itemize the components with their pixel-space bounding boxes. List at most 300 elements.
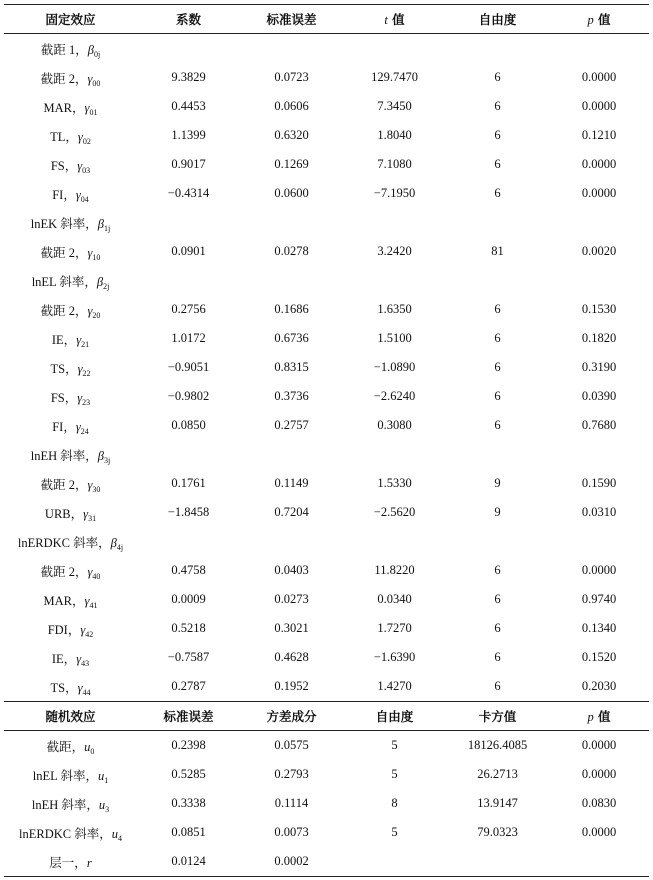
cell-value: 0.0851 bbox=[171, 825, 206, 839]
row-label-text: TL， bbox=[50, 129, 78, 144]
cell-value bbox=[343, 847, 446, 877]
cell-value: 5 bbox=[391, 825, 398, 839]
cell-value: 0.1686 bbox=[274, 302, 309, 316]
row-label bbox=[4, 208, 137, 237]
cell-value: 0.0850 bbox=[171, 418, 206, 432]
cell-value: 0.0575 bbox=[274, 738, 309, 752]
cell-value: 0.6320 bbox=[274, 128, 309, 142]
cell-value: 0.0020 bbox=[581, 244, 617, 258]
row-label bbox=[4, 121, 137, 150]
cell-value: 81 bbox=[491, 244, 504, 258]
cell-value: 0.0606 bbox=[274, 99, 309, 113]
cell-value: 0.0403 bbox=[274, 563, 309, 577]
cell-value: 1.5330 bbox=[377, 476, 412, 490]
header-random-p-label: 值 bbox=[593, 709, 611, 724]
cell-value: 6 bbox=[494, 650, 501, 664]
row-label-symbol: u bbox=[111, 826, 118, 841]
cell-value: 0.2030 bbox=[549, 672, 649, 702]
row-label-symbol: γ bbox=[87, 245, 93, 260]
cell-value: −0.9051 bbox=[167, 360, 210, 374]
row-label bbox=[4, 237, 137, 266]
cell-value: 0.9017 bbox=[171, 157, 206, 171]
cell-value: 1.7270 bbox=[377, 621, 412, 635]
fixed-effect-row bbox=[4, 208, 649, 237]
random-effect-row bbox=[4, 731, 649, 761]
cell-value: 0.0009 bbox=[171, 592, 206, 606]
cell-value: 5 bbox=[391, 738, 398, 752]
cell-value bbox=[137, 266, 240, 295]
cell-value: 6 bbox=[494, 70, 501, 84]
cell-value bbox=[446, 266, 549, 295]
header-random-p-symbol: p bbox=[587, 710, 594, 724]
cell-value: 6 bbox=[494, 418, 501, 432]
row-label bbox=[4, 266, 137, 295]
fixed-effect-row bbox=[4, 411, 649, 440]
fixed-effect-row bbox=[4, 643, 649, 672]
cell-value: 6 bbox=[494, 389, 501, 403]
fixed-effects-body bbox=[4, 34, 649, 702]
row-label-symbol: γ bbox=[77, 361, 83, 376]
row-label-text: 截距 2， bbox=[40, 71, 88, 86]
header-random-std-error: 标准误差 bbox=[137, 702, 240, 731]
row-label-symbol: β bbox=[96, 274, 104, 289]
cell-value bbox=[549, 34, 649, 64]
cell-value: −2.5620 bbox=[373, 505, 416, 519]
row-label-text: lnEH 斜率， bbox=[30, 448, 98, 463]
row-label-subscript: 43 bbox=[81, 658, 90, 668]
cell-value: 0.7680 bbox=[581, 418, 617, 432]
row-label-symbol: β bbox=[97, 448, 104, 463]
fixed-effect-row bbox=[4, 353, 649, 382]
row-label-symbol: u bbox=[97, 768, 105, 783]
row-label bbox=[4, 411, 137, 440]
header-random-effect: 随机效应 bbox=[4, 702, 137, 731]
cell-value: 1.4270 bbox=[343, 672, 446, 702]
cell-value: 0.4453 bbox=[171, 99, 206, 113]
cell-value: 0.1340 bbox=[581, 621, 617, 635]
row-label-subscript: 24 bbox=[80, 426, 89, 436]
row-label bbox=[4, 498, 137, 527]
row-label-text: TS， bbox=[50, 361, 78, 376]
cell-value: 0.0073 bbox=[274, 825, 309, 839]
row-label-subscript: 4 bbox=[117, 833, 122, 843]
fixed-effect-row bbox=[4, 382, 649, 411]
cell-value: 3.2420 bbox=[377, 244, 412, 258]
cell-value: 0.2757 bbox=[274, 418, 309, 432]
cell-value: 6 bbox=[494, 563, 501, 577]
cell-value: 0.3190 bbox=[581, 360, 617, 374]
fixed-effect-row bbox=[4, 121, 649, 150]
cell-value: 0.3021 bbox=[274, 621, 309, 635]
cell-value: 0.8315 bbox=[274, 360, 309, 374]
cell-value: 0.2756 bbox=[171, 302, 206, 316]
cell-value: 6 bbox=[494, 621, 501, 635]
row-label-symbol: r bbox=[86, 855, 92, 870]
cell-value: 6 bbox=[494, 592, 501, 606]
cell-value: 6 bbox=[494, 128, 501, 142]
header-fixed-effect: 固定效应 bbox=[4, 5, 137, 34]
row-label-subscript: 40 bbox=[92, 571, 101, 581]
fixed-effect-row bbox=[4, 295, 649, 324]
row-label-symbol: γ bbox=[76, 651, 82, 666]
row-label-subscript: 1j bbox=[104, 223, 111, 233]
row-label-symbol: γ bbox=[87, 564, 93, 579]
cell-value: 0.0000 bbox=[581, 186, 617, 200]
fixed-effect-row bbox=[4, 614, 649, 643]
fixed-effect-row bbox=[4, 672, 649, 702]
cell-value: 6 bbox=[494, 360, 501, 374]
random-effect-row bbox=[4, 818, 649, 847]
cell-value: 79.0323 bbox=[477, 825, 518, 839]
cell-value bbox=[137, 527, 240, 556]
row-label-symbol: γ bbox=[84, 100, 90, 115]
row-label-text: FI， bbox=[52, 419, 76, 434]
row-label-text: URB， bbox=[44, 506, 84, 521]
row-label-subscript: 20 bbox=[92, 310, 101, 320]
random-effects-body bbox=[4, 731, 649, 877]
cell-value: 0.5218 bbox=[171, 621, 206, 635]
row-label-symbol: β bbox=[87, 42, 94, 57]
fixed-effect-row bbox=[4, 527, 649, 556]
fixed-effect-row bbox=[4, 63, 649, 92]
row-label-subscript: 00 bbox=[92, 78, 101, 88]
row-label-text: FI， bbox=[52, 187, 76, 202]
cell-value: 0.0000 bbox=[581, 70, 617, 84]
cell-value: 6 bbox=[494, 302, 501, 316]
cell-value: 0.0310 bbox=[581, 505, 617, 519]
row-label bbox=[4, 63, 137, 92]
cell-value: 5 bbox=[391, 767, 398, 781]
header-std-error: 标准误差 bbox=[240, 5, 343, 34]
fixed-effect-row bbox=[4, 266, 649, 295]
cell-value: 13.9147 bbox=[477, 796, 518, 810]
cell-value: 11.8220 bbox=[374, 563, 415, 577]
cell-value bbox=[240, 34, 343, 64]
row-label-subscript: 23 bbox=[82, 397, 91, 407]
fixed-effect-row bbox=[4, 469, 649, 498]
row-label-subscript: 01 bbox=[89, 107, 98, 117]
cell-value: −7.1950 bbox=[373, 186, 416, 200]
header-chi-square: 卡方值 bbox=[446, 702, 549, 731]
row-label-text: lnEL 斜率， bbox=[32, 768, 98, 783]
row-label-symbol: γ bbox=[87, 477, 93, 492]
cell-value: 0.0000 bbox=[581, 99, 617, 113]
fixed-effect-row bbox=[4, 440, 649, 469]
row-label-text: 截距， bbox=[46, 739, 85, 754]
row-label-text: IE， bbox=[51, 651, 77, 666]
cell-value: 0.4758 bbox=[171, 563, 206, 577]
row-label-subscript: 4j bbox=[116, 542, 124, 552]
cell-value: 7.1080 bbox=[377, 157, 412, 171]
header-t-label: 值 bbox=[387, 12, 405, 27]
cell-value bbox=[137, 34, 240, 64]
row-label-subscript: 41 bbox=[89, 600, 98, 610]
row-label-subscript: 3j bbox=[104, 455, 111, 465]
cell-value: 0.1114 bbox=[274, 796, 309, 810]
fixed-effect-row bbox=[4, 179, 649, 208]
cell-value: 0.0273 bbox=[274, 592, 309, 606]
cell-value: 0.4628 bbox=[274, 650, 309, 664]
row-label-symbol: γ bbox=[87, 303, 93, 318]
fixed-effect-row bbox=[4, 34, 649, 64]
cell-value: 0.0278 bbox=[274, 244, 309, 258]
row-label-text: IE， bbox=[51, 332, 77, 347]
row-label-symbol: γ bbox=[75, 187, 81, 202]
cell-value: 9.3829 bbox=[171, 70, 206, 84]
row-label-symbol: γ bbox=[84, 593, 90, 608]
row-label-text: lnEL 斜率， bbox=[31, 274, 97, 289]
cell-value: −2.6240 bbox=[373, 389, 416, 403]
cell-value: 1.0172 bbox=[171, 331, 206, 345]
fixed-effect-row bbox=[4, 237, 649, 266]
row-label-subscript: 0j bbox=[93, 49, 101, 59]
cell-value: 0.1820 bbox=[581, 331, 617, 345]
row-label bbox=[4, 847, 137, 877]
cell-value: 0.0000 bbox=[581, 825, 617, 839]
cell-value bbox=[549, 527, 649, 556]
row-label-symbol: γ bbox=[77, 390, 83, 405]
cell-value: 0.1149 bbox=[274, 476, 309, 490]
row-label-text: lnERDKC 斜率， bbox=[19, 826, 112, 841]
cell-value: −0.7587 bbox=[167, 650, 210, 664]
row-label bbox=[4, 295, 137, 324]
row-label-text: 截距 2， bbox=[40, 477, 88, 492]
row-label-text: MAR， bbox=[43, 100, 85, 115]
fixed-effects-header-row bbox=[4, 5, 649, 34]
row-label-symbol: u bbox=[98, 797, 106, 812]
row-label-symbol: γ bbox=[87, 71, 93, 86]
row-label-text: 截距 2， bbox=[40, 564, 88, 579]
cell-value: 6 bbox=[494, 99, 501, 113]
header-coefficient: 系数 bbox=[137, 5, 240, 34]
cell-value: 0.1210 bbox=[581, 128, 617, 142]
row-label bbox=[4, 469, 137, 498]
row-label bbox=[4, 643, 137, 672]
cell-value: 1.1399 bbox=[171, 128, 206, 142]
cell-value: 7.3450 bbox=[377, 99, 412, 113]
row-label bbox=[4, 614, 137, 643]
cell-value: −1.8458 bbox=[167, 505, 210, 519]
row-label-text: 截距 2， bbox=[40, 303, 88, 318]
cell-value bbox=[240, 440, 343, 469]
cell-value: 0.1269 bbox=[274, 157, 309, 171]
row-label bbox=[4, 34, 137, 64]
cell-value: 6 bbox=[494, 157, 501, 171]
cell-value: 18126.4085 bbox=[467, 738, 528, 752]
row-label-text: FS， bbox=[50, 158, 78, 173]
cell-value: 0.5285 bbox=[171, 767, 206, 781]
row-label bbox=[4, 527, 137, 556]
header-p-label: 值 bbox=[593, 12, 611, 27]
cell-value: 0.0830 bbox=[581, 796, 617, 810]
header-p-value bbox=[549, 5, 649, 34]
cell-value: 0.3338 bbox=[171, 796, 206, 810]
row-label-text: lnEK 斜率， bbox=[30, 216, 98, 231]
random-effects-header-row bbox=[4, 702, 649, 731]
cell-value bbox=[343, 440, 446, 469]
cell-value: 8 bbox=[391, 796, 398, 810]
row-label bbox=[4, 818, 137, 847]
row-label-symbol: γ bbox=[77, 129, 83, 144]
cell-value bbox=[343, 266, 446, 295]
cell-value bbox=[240, 266, 343, 295]
row-label bbox=[4, 556, 137, 585]
cell-value: −0.9802 bbox=[167, 389, 210, 403]
cell-value: 0.1520 bbox=[581, 650, 617, 664]
fixed-effect-row bbox=[4, 498, 649, 527]
cell-value: 0.0723 bbox=[274, 70, 309, 84]
cell-value: 9 bbox=[494, 476, 501, 490]
cell-value: 0.3080 bbox=[377, 418, 412, 432]
row-label-symbol: γ bbox=[83, 506, 89, 521]
cell-value bbox=[446, 440, 549, 469]
cell-value bbox=[446, 847, 549, 877]
row-label-symbol: u bbox=[84, 739, 91, 754]
cell-value: −1.6390 bbox=[373, 650, 416, 664]
header-random-df: 自由度 bbox=[343, 702, 446, 731]
row-label-subscript: 22 bbox=[82, 368, 91, 378]
row-label bbox=[4, 382, 137, 411]
row-label-subscript: 03 bbox=[82, 165, 91, 175]
header-random-p-value bbox=[549, 702, 649, 731]
cell-value bbox=[343, 527, 446, 556]
cell-value: −0.4314 bbox=[167, 186, 210, 200]
cell-value: 0.2793 bbox=[274, 767, 309, 781]
cell-value bbox=[137, 440, 240, 469]
row-label-symbol: γ bbox=[76, 332, 82, 347]
cell-value: 0.2398 bbox=[171, 738, 206, 752]
random-effect-row bbox=[4, 847, 649, 877]
cell-value: 26.2713 bbox=[477, 767, 518, 781]
row-label-subscript: 0 bbox=[90, 746, 95, 756]
cell-value: 0.1952 bbox=[240, 672, 343, 702]
cell-value: 0.7204 bbox=[274, 505, 309, 519]
row-label bbox=[4, 731, 137, 761]
row-label bbox=[4, 150, 137, 179]
row-label bbox=[4, 324, 137, 353]
fixed-effect-row bbox=[4, 585, 649, 614]
row-label-subscript: 02 bbox=[82, 136, 91, 146]
cell-value bbox=[240, 527, 343, 556]
cell-value bbox=[446, 208, 549, 237]
row-label-text: 截距 1， bbox=[40, 42, 88, 57]
row-label-subscript: 2j bbox=[103, 281, 110, 291]
header-t-symbol: t bbox=[384, 13, 388, 27]
cell-value: 1.5100 bbox=[377, 331, 412, 345]
row-label-subscript: 44 bbox=[82, 687, 91, 697]
cell-value: 6 bbox=[494, 186, 501, 200]
cell-value: 1.8040 bbox=[377, 128, 412, 142]
row-label-symbol: γ bbox=[75, 419, 81, 434]
cell-value: 0.0000 bbox=[581, 563, 617, 577]
row-label bbox=[4, 179, 137, 208]
row-label bbox=[4, 92, 137, 121]
row-label bbox=[4, 672, 137, 702]
cell-value: 0.0600 bbox=[274, 186, 309, 200]
row-label-subscript: 1 bbox=[104, 775, 109, 785]
row-label-text: lnEH 斜率， bbox=[31, 797, 99, 812]
row-label bbox=[4, 760, 137, 789]
cell-value: 0.0390 bbox=[581, 389, 617, 403]
cell-value bbox=[343, 208, 446, 237]
row-label-symbol: γ bbox=[77, 158, 83, 173]
row-label-symbol: β bbox=[110, 535, 117, 550]
cell-value: 0.3736 bbox=[274, 389, 309, 403]
cell-value: 6 bbox=[494, 331, 501, 345]
cell-value bbox=[446, 527, 549, 556]
cell-value: 0.0340 bbox=[377, 592, 412, 606]
random-effect-row bbox=[4, 760, 649, 789]
cell-value bbox=[137, 208, 240, 237]
fixed-effect-row bbox=[4, 324, 649, 353]
fixed-effect-row bbox=[4, 92, 649, 121]
cell-value: −1.0890 bbox=[373, 360, 416, 374]
header-p-symbol: p bbox=[587, 13, 594, 27]
row-label-text: TS， bbox=[50, 680, 78, 695]
fixed-effect-row bbox=[4, 150, 649, 179]
cell-value: 0.0124 bbox=[137, 847, 240, 877]
cell-value bbox=[549, 266, 649, 295]
header-df: 自由度 bbox=[446, 5, 549, 34]
cell-value: 0.2787 bbox=[137, 672, 240, 702]
cell-value: 0.6736 bbox=[274, 331, 309, 345]
cell-value: 1.6350 bbox=[377, 302, 412, 316]
cell-value bbox=[549, 208, 649, 237]
cell-value: 0.0000 bbox=[581, 767, 617, 781]
row-label-subscript: 10 bbox=[92, 252, 101, 262]
cell-value: 129.7470 bbox=[371, 70, 418, 84]
row-label bbox=[4, 353, 137, 382]
random-effect-row bbox=[4, 789, 649, 818]
cell-value: 0.0002 bbox=[240, 847, 343, 877]
row-label-symbol: β bbox=[97, 216, 104, 231]
row-label-symbol: γ bbox=[77, 680, 83, 695]
row-label-subscript: 42 bbox=[85, 629, 94, 639]
row-label-symbol: γ bbox=[80, 622, 86, 637]
row-label bbox=[4, 440, 137, 469]
cell-value bbox=[549, 440, 649, 469]
row-label-text: 截距 2， bbox=[40, 245, 88, 260]
results-table-container bbox=[4, 4, 649, 877]
row-label-subscript: 3 bbox=[105, 804, 110, 814]
cell-value bbox=[446, 34, 549, 64]
cell-value: 9 bbox=[494, 505, 501, 519]
row-label-subscript: 31 bbox=[88, 513, 97, 523]
row-label-subscript: 04 bbox=[80, 194, 89, 204]
cell-value: 0.1761 bbox=[171, 476, 206, 490]
cell-value: 0.0000 bbox=[581, 738, 617, 752]
row-label-text: FDI， bbox=[47, 622, 81, 637]
row-label bbox=[4, 585, 137, 614]
header-variance-component: 方差成分 bbox=[240, 702, 343, 731]
header-t-value bbox=[343, 5, 446, 34]
cell-value bbox=[549, 847, 649, 877]
row-label-text: MAR， bbox=[43, 593, 85, 608]
cell-value bbox=[240, 208, 343, 237]
cell-value: 0.0901 bbox=[171, 244, 206, 258]
row-label-text: FS， bbox=[50, 390, 78, 405]
fixed-effect-row bbox=[4, 556, 649, 585]
row-label-text: 层一， bbox=[49, 855, 87, 870]
row-label-text: lnERDKC 斜率， bbox=[17, 535, 111, 550]
cell-value: 6 bbox=[446, 672, 549, 702]
cell-value bbox=[343, 34, 446, 64]
cell-value: 0.0000 bbox=[581, 157, 617, 171]
cell-value: 0.9740 bbox=[581, 592, 617, 606]
cell-value: 0.1590 bbox=[581, 476, 617, 490]
row-label bbox=[4, 789, 137, 818]
hlm-results-table bbox=[4, 4, 649, 877]
